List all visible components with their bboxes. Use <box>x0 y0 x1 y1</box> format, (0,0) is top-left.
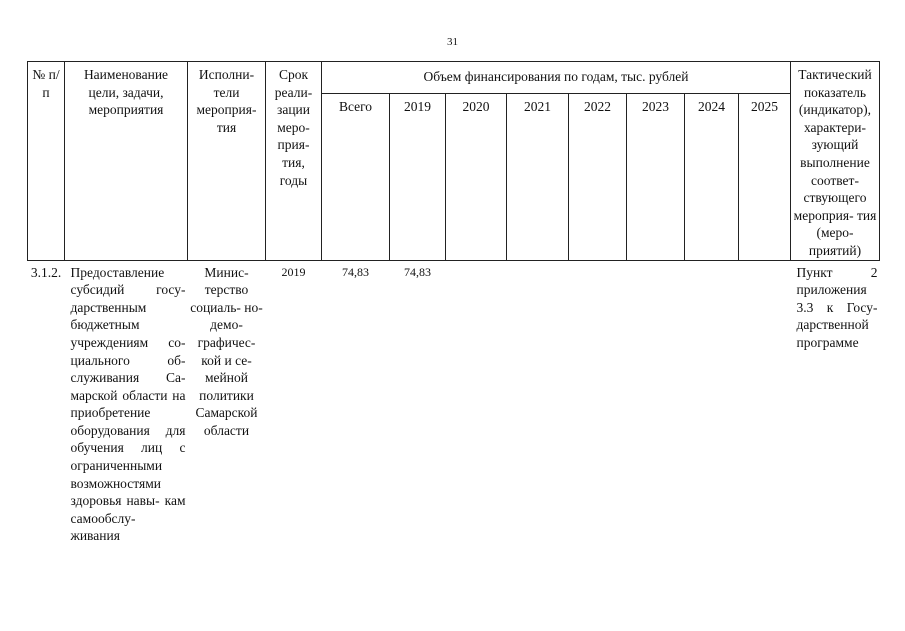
row-2020 <box>446 260 507 545</box>
row-activity-name: Предоставление субсидий госу- дарственным бюджетным учреждениям со- циального об- служивания Са- марской области на приобретение оборудования для обучения лиц с ограниченными возможностями здоровья навы- кам самообслу- живания <box>70 264 186 544</box>
page-number: 31 <box>447 36 458 48</box>
row-2024 <box>685 260 739 545</box>
row-term: 2019 <box>281 264 306 279</box>
header-year-2023: 2023 <box>627 94 685 260</box>
header-year-2019: 2019 <box>390 94 446 260</box>
header-year-2020: 2020 <box>446 94 507 260</box>
header-year-2022: 2022 <box>569 94 627 260</box>
row-indicator: Пункт 2 приложения 3.3 к Госу- дарственной программе <box>796 264 878 350</box>
financing-table <box>27 61 880 545</box>
row-executor: Минис- терство социаль- но-демо- графичес- кой и се- мейной политики Самарской области <box>190 264 263 438</box>
header-name: Наименование цели, задачи, мероприятия <box>65 62 188 261</box>
table-row <box>28 260 880 545</box>
header-term: Срок реали- зации меро- прия- тия, годы <box>266 62 322 261</box>
header-financing: Объем финансирования по годам, тыс. рублей <box>322 62 791 94</box>
row-2023 <box>627 260 685 545</box>
header-year-2021: 2021 <box>507 94 569 260</box>
header-year-2025: 2025 <box>739 94 791 260</box>
row-2025 <box>739 260 791 545</box>
row-2019: 74,83 <box>404 264 431 279</box>
header-indicator: Тактический показатель (индикатор), характери- зующий выполнение соответ- ствующего мероприя- тия (меро- приятий) <box>791 62 880 261</box>
row-2021 <box>507 260 569 545</box>
header-no: № п/п <box>28 62 65 261</box>
header-executors: Исполни- тели мероприя- тия <box>188 62 266 261</box>
row-total: 74,83 <box>342 264 369 279</box>
header-year-2024: 2024 <box>685 94 739 260</box>
row-2022 <box>569 260 627 545</box>
header-total: Всего <box>322 94 390 260</box>
row-number: 3.1.2. <box>30 264 62 280</box>
header-row-1 <box>28 62 880 94</box>
